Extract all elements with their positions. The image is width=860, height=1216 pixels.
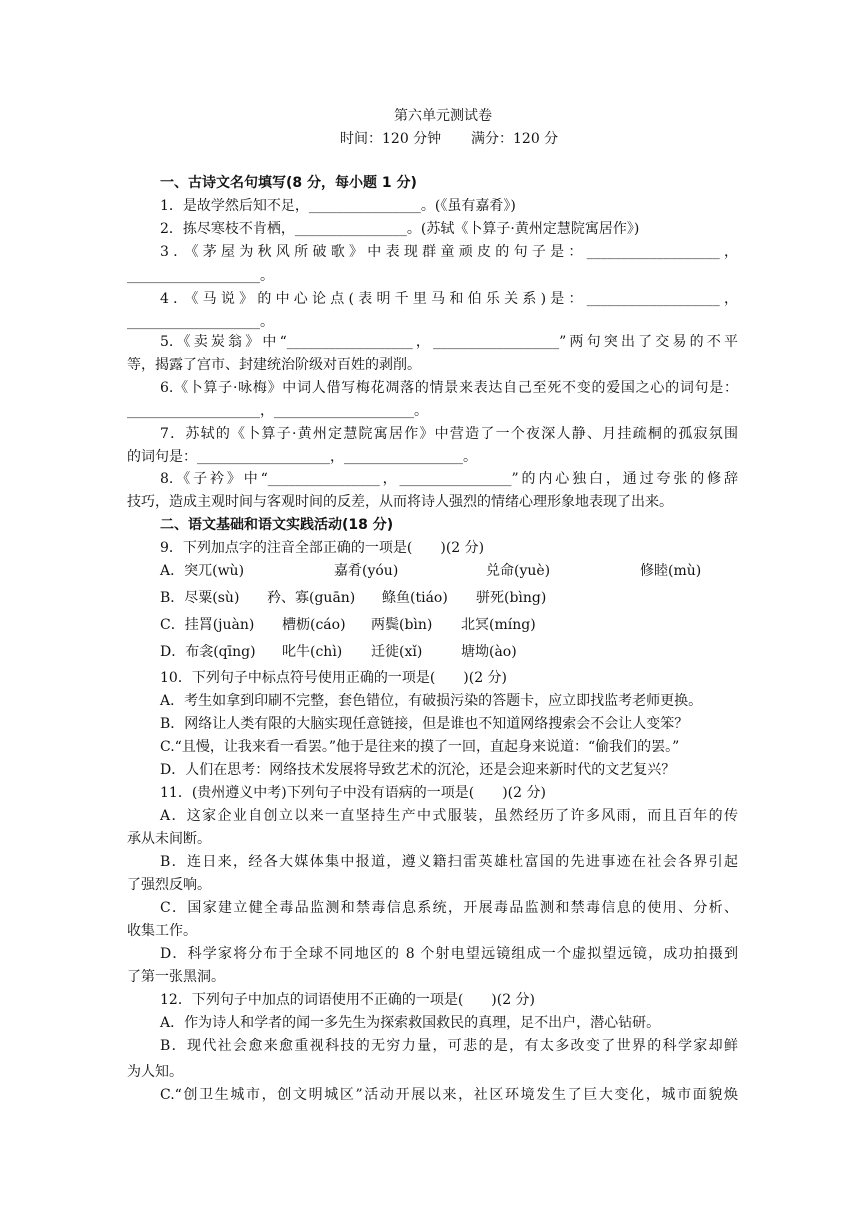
q7-line2: 的词句是：___________________，_________________。: [127, 449, 477, 465]
q9-option-c2: 槽枥(cáo): [282, 617, 346, 633]
section-one-heading: 一、古诗文名句填写(8 分，每小题 1 分): [160, 175, 417, 191]
q9-option-a1: A．突兀(wù): [160, 563, 245, 579]
q12-option-b-line1: B．现代社会愈来愈重视科技的无穷力量，可悲的是，有太多改变了世界的科学家却鲜: [160, 1038, 738, 1054]
q9-option-b3: 鲦鱼(tiáo): [382, 590, 448, 606]
q11-option-a-line2: 承从未间断。: [127, 831, 211, 847]
q4-line2: ___________________。: [127, 314, 274, 330]
q12-option-b-line2: 为人知。: [127, 1064, 183, 1080]
q10-option-c: C.“且慢，让我来看一看罢。”他于是往来的摸了一回，直起身来说道：“偷我们的罢。”: [160, 739, 680, 755]
q9-stem: 9．下列加点字的注音全部正确的一项是( )(2 分): [160, 540, 485, 556]
q9-option-d2: 叱牛(chì): [282, 644, 343, 660]
q9-option-a4: 修睦(mù): [640, 563, 702, 579]
q11-option-d-line2: 了第一张黑洞。: [127, 969, 225, 985]
q3-line1: 3．《茅屋为秋风所破歌》中表现群童顽皮的句子是：___________________，: [160, 244, 738, 260]
score-info: 满分：120 分: [471, 131, 559, 147]
q9-option-d1: D．布衾(qīng): [160, 644, 256, 660]
q11-option-b-line1: B．连日来，经各大媒体集中报道，遵义籍扫雷英雄杜富国的先进事迹在社会各界引起: [160, 854, 738, 870]
q11-option-d-line1: D．科学家将分布于全球不同地区的 8 个射电望远镜组成一个虚拟望远镜，成功拍摄到: [160, 946, 738, 962]
q9-option-b1: B．尽粟(sù): [160, 590, 240, 606]
q5-line2: 等，揭露了宫市、封建统治阶级对百姓的剥削。: [127, 357, 421, 373]
q9-option-b4: 骈死(bìng): [476, 590, 547, 606]
q12-option-a: A．作为诗人和学者的闻一多先生为探索救国救民的真理，足不出户，潜心钻研。: [160, 1015, 661, 1031]
q11-stem: 11．(贵州遵义中考)下列句子中没有语病的一项是( )(2 分): [160, 785, 546, 801]
q11-option-c-line1: C．国家建立健全毒品监测和禁毒信息系统，开展毒品监测和禁毒信息的使用、分析、: [160, 900, 738, 916]
q2: 2．拣尽寒枝不肯栖，________________。(苏轼《卜算子·黄州定慧院寓居作》): [160, 221, 640, 237]
q10-stem: 10．下列句子中标点符号使用正确的一项是( )(2 分): [160, 670, 508, 686]
q9-option-c3: 两鬓(bìn): [371, 617, 433, 633]
q3-line2: ___________________。: [127, 268, 274, 284]
q6-line1: 6.《卜算子·咏梅》中词人借写梅花凋落的情景来表达自己至死不变的爱国之心的词句是：: [160, 380, 738, 396]
q12-option-c-line1: C.“创卫生城市，创文明城区”活动开展以来，社区环境发生了巨大变化，城市面貌焕: [160, 1087, 738, 1103]
q9-option-a3: 兑命(yuè): [486, 563, 551, 579]
q4-line1: 4．《马说》的中心论点(表明千里马和伯乐关系)是：___________________，: [160, 291, 738, 307]
q6-line2: ___________________，____________________。: [127, 403, 428, 419]
q9-option-a2: 嘉肴(yóu): [334, 563, 399, 579]
q9-option-d3: 迁徙(xǐ): [371, 644, 423, 660]
q9-option-b2: 矜、寡(guān): [267, 590, 356, 606]
q10-option-b: B．网络让人类有限的大脑实现任意链接，但是谁也不知道网络搜索会不会让人变笨？: [160, 716, 689, 732]
q10-option-d: D．人们在思考：网络技术发展将导致艺术的沉沦，还是会迎来新时代的文艺复兴？: [160, 762, 676, 778]
section-two-heading: 二、语文基础和语文实践活动(18 分): [160, 517, 394, 533]
q12-stem: 12．下列句子中加点的词语使用不正确的一项是( )(2 分): [160, 992, 536, 1008]
q8-line1: 8.《子衿》中“________________，________________”的内心独白，通过夸张的修辞: [160, 471, 738, 487]
q10-option-a: A．考生如拿到印刷不完整，套色错位，有破损污染的答题卡，应立即找监考老师更换。: [160, 693, 703, 709]
q9-option-c4: 北冥(míng): [461, 617, 536, 633]
time-info: 时间：120 分钟: [340, 131, 442, 147]
q11-option-a-line1: A．这家企业自创立以来一直坚持生产中式服装，虽然经历了许多风雨，而且百年的传: [160, 808, 738, 824]
q1: 1．是故学然后知不足，________________。(《虽有嘉肴》): [160, 198, 516, 214]
q5-line1: 5.《卖炭翁》中“__________________，__________________”两句突出了交易的不平: [160, 334, 738, 350]
q11-option-b-line2: 了强烈反响。: [127, 877, 211, 893]
q7-line1: 7．苏轼的《卜算子·黄州定慧院寓居作》中营造了一个夜深人静、月挂疏桐的孤寂氛围: [160, 426, 738, 442]
q9-option-d4: 塘坳(ào): [461, 644, 517, 660]
q9-option-c1: C．挂罥(juàn): [160, 617, 255, 633]
q8-line2: 技巧，造成主观时间与客观时间的反差，从而将诗人强烈的情绪心理形象地表现了出来。: [127, 494, 673, 510]
exam-title: 第六单元测试卷: [394, 108, 492, 124]
q11-option-c-line2: 收集工作。: [127, 923, 197, 939]
